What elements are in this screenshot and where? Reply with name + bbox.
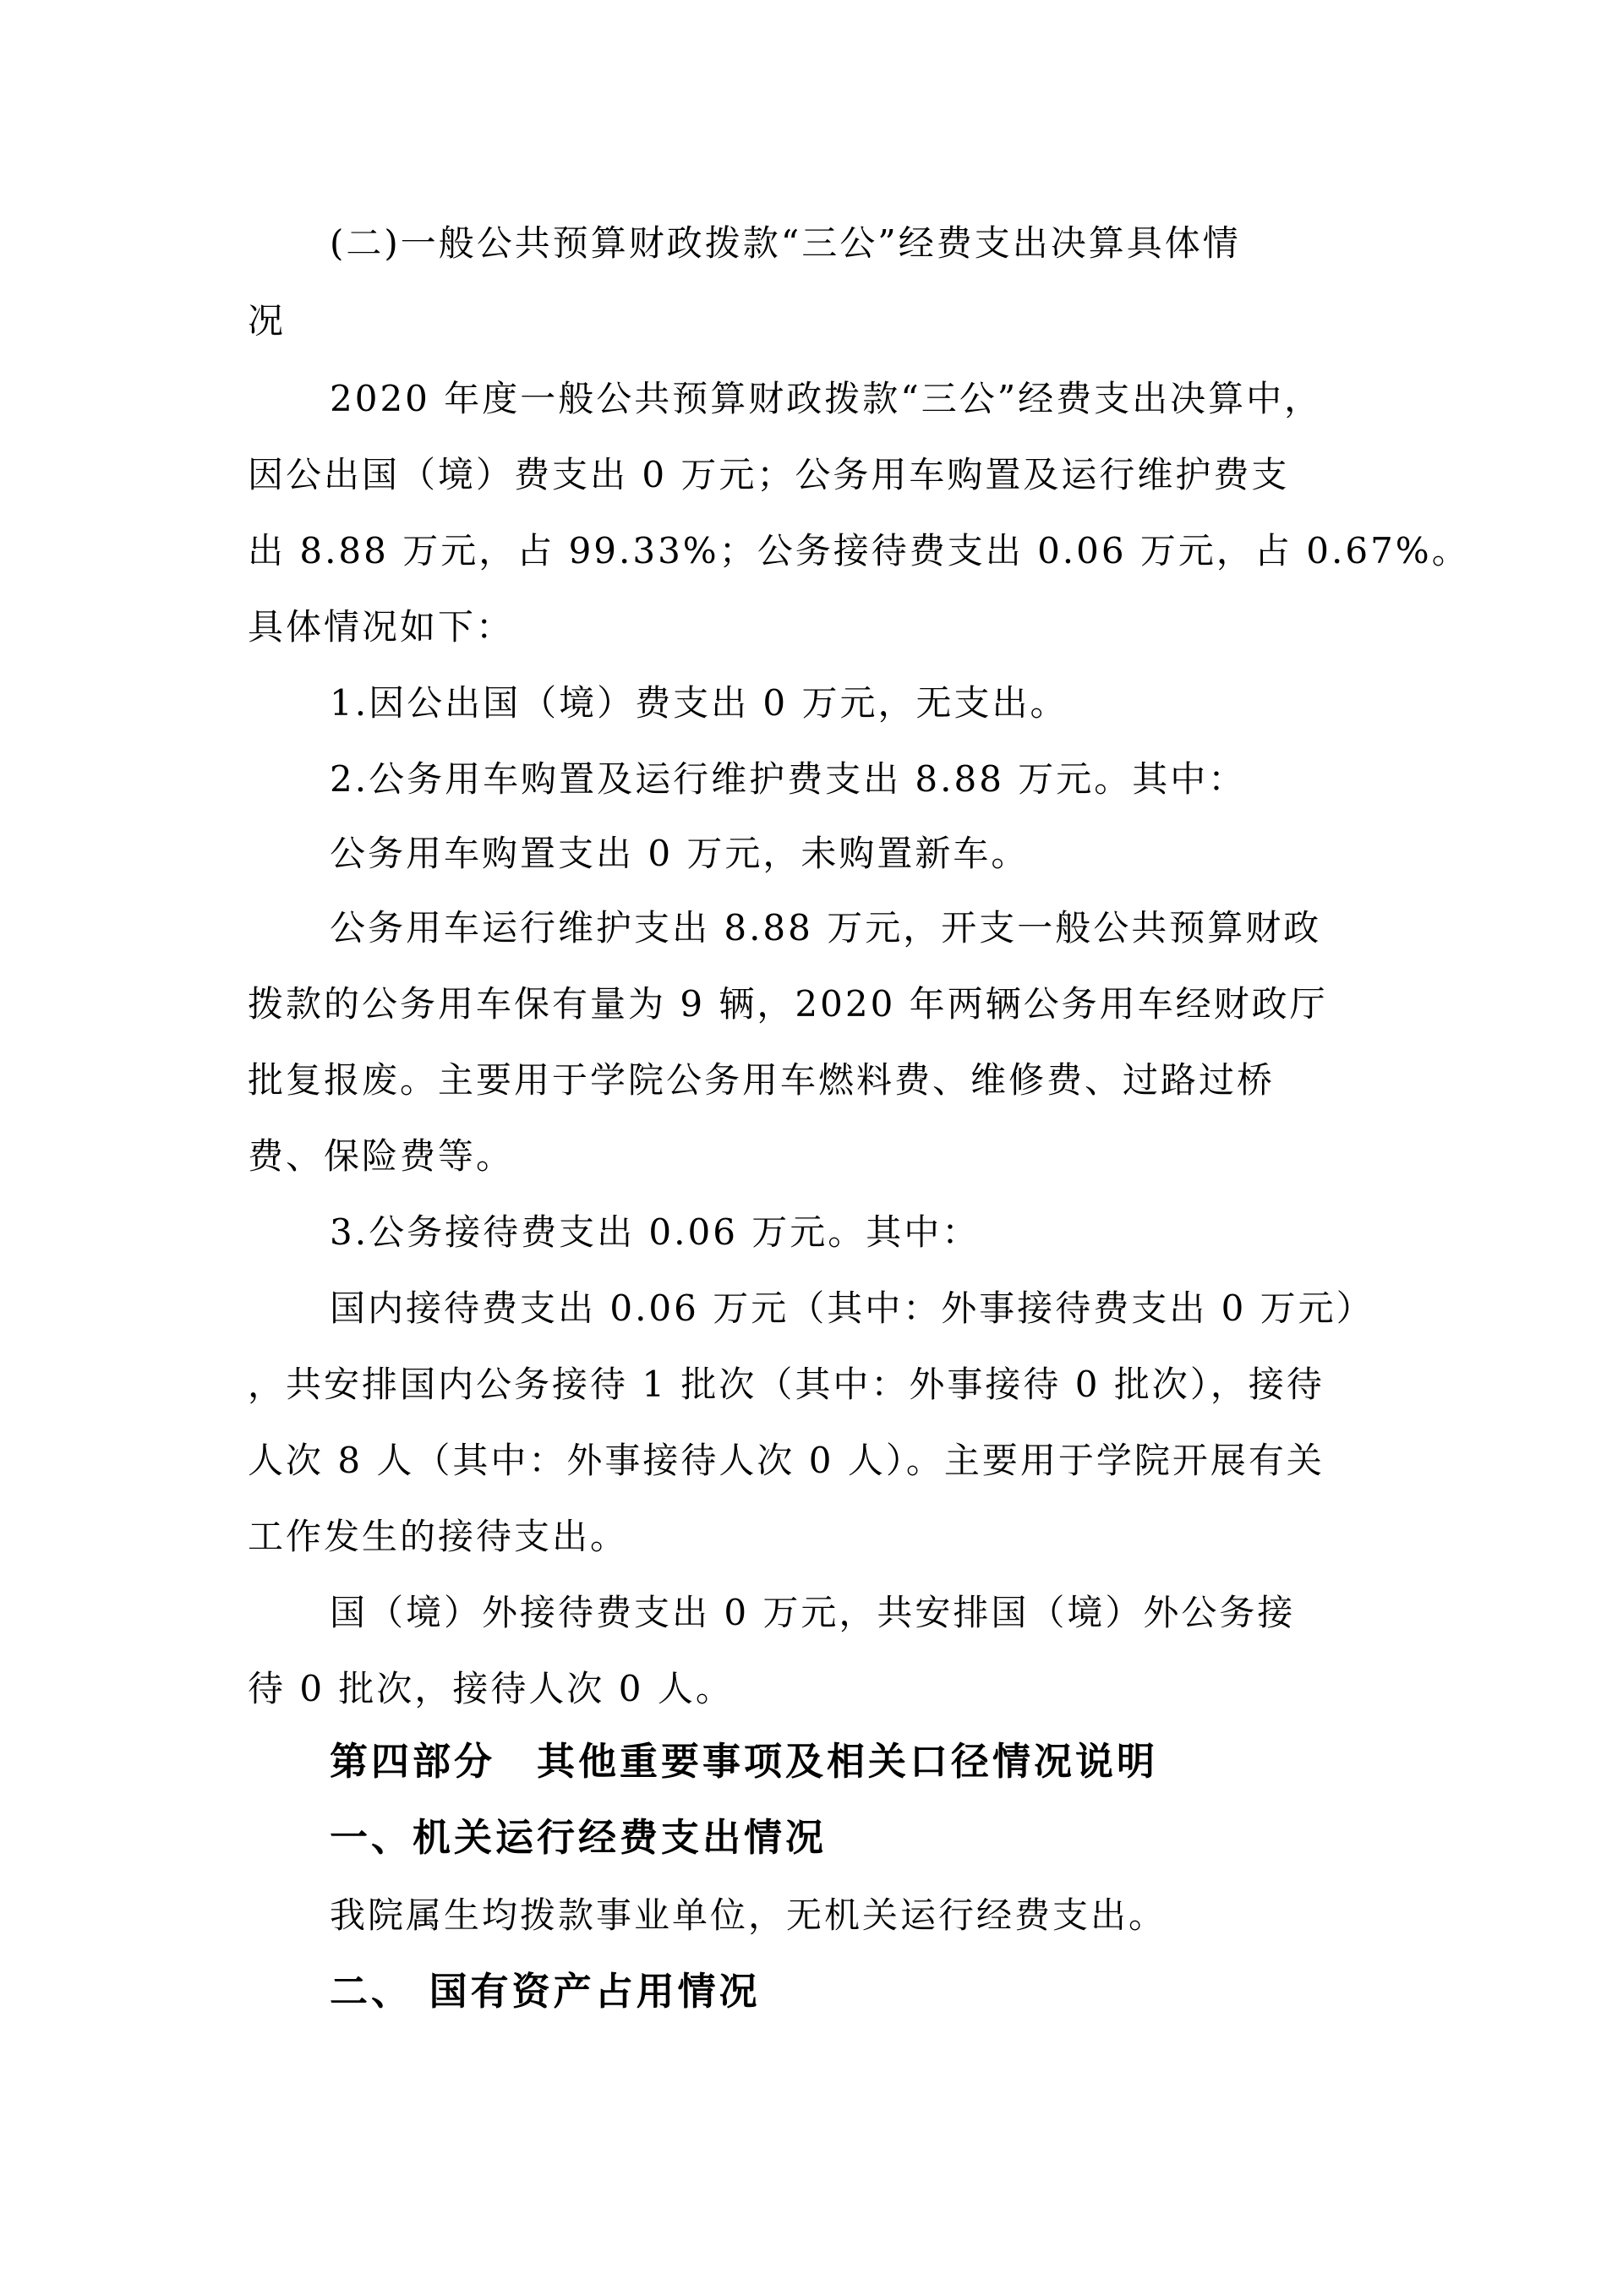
item1-line: 1.因公出国（境）费支出 0 万元，无支出。 [330, 682, 1068, 724]
part4-heading: 第四部分 其他重要事项及相关口径情况说明 [330, 1739, 1159, 1784]
item3-foreign-line-2: 待 0 批次，接待人次 0 人。 [248, 1668, 734, 1709]
summary-line-1: 2020 年度一般公共预算财政拨款“三公”经费支出决算中， [330, 378, 1323, 419]
summary-line-3: 出 8.88 万元，占 99.33%；公务接待费支出 0.06 万元，占 0.67%。 [248, 530, 1470, 571]
summary-line-2: 因公出国（境）费支出 0 万元；公务用车购置及运行维护费支 [248, 454, 1290, 495]
section-heading-line-1: (二)一般公共预算财政拨款“三公”经费支出决算具体情 [330, 222, 1241, 264]
item2-heading: 2.公务用车购置及运行维护费支出 8.88 万元。其中： [330, 758, 1247, 800]
item3-domestic-line-3: 人次 8 人（其中：外事接待人次 0 人）。主要用于学院开展有关 [248, 1440, 1325, 1481]
item2-maint-line-3: 批复报废。主要用于学院公务用车燃料费、维修费、过路过桥 [248, 1059, 1276, 1101]
item3-domestic-line-2: ，共安排国内公务接待 1 批次（其中：外事接待 0 批次），接待 [248, 1364, 1325, 1405]
section-heading-line-2: 况 [248, 300, 287, 342]
part4-sub1-text: 我院属生均拨款事业单位，无机关运行经费支出。 [330, 1894, 1167, 1936]
part4-sub2-heading: 二、 国有资产占用情况 [330, 1969, 761, 2014]
item3-domestic-line-1: 国内接待费支出 0.06 万元（其中：外事接待费支出 0 万元） [330, 1287, 1374, 1329]
item3-foreign-line-1: 国（境）外接待费支出 0 万元，共安排国（境）外公务接 [330, 1592, 1296, 1633]
item2-purchase: 公务用车购置支出 0 万元，未购置新车。 [330, 833, 1030, 874]
part4-sub1-heading: 一、机关运行经费支出情况 [330, 1815, 828, 1860]
item3-domestic-line-4: 工作发生的接待支出。 [248, 1516, 629, 1557]
summary-line-4: 具体情况如下： [248, 606, 515, 648]
item2-maint-line-2: 拨款的公务用车保有量为 9 辆，2020 年两辆公务用车经财政厅 [248, 983, 1328, 1025]
item3-heading: 3.公务接待费支出 0.06 万元。其中： [330, 1211, 981, 1253]
item2-maint-line-4: 费、保险费等。 [248, 1135, 515, 1177]
item2-maint-line-1: 公务用车运行维护支出 8.88 万元，开支一般公共预算财政 [330, 907, 1322, 948]
